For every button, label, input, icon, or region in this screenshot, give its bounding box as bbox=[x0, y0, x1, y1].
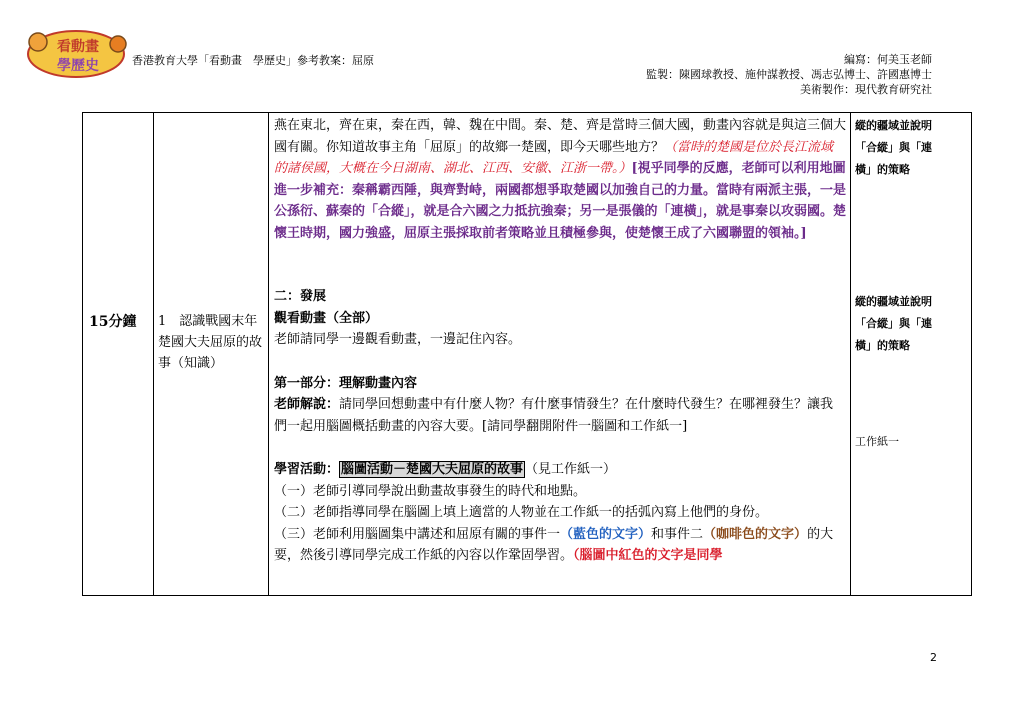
activity-label: 學習活動： bbox=[274, 462, 340, 477]
credit-author: 編寫：何美玉老師 bbox=[844, 53, 932, 66]
svg-text:學歷史: 學歷史 bbox=[57, 58, 99, 74]
step-3-blue: （藍色的文字） bbox=[560, 526, 652, 542]
step-3-text-b: 和事件二 bbox=[651, 526, 704, 542]
lesson-table bbox=[82, 112, 972, 596]
section-title: 二：發展 bbox=[274, 289, 327, 304]
header-title: 香港教育大學「看動畫 學歷史」參考教案：屈原 bbox=[132, 54, 374, 67]
explain-paragraph bbox=[274, 394, 846, 437]
strategy-line: 縱的疆域並說明 bbox=[855, 295, 932, 308]
worksheet-ref: 工作紙一 bbox=[855, 435, 899, 448]
explain-label: 老師解說： bbox=[274, 397, 340, 412]
logo-graphic bbox=[24, 28, 132, 80]
credit-art: 美術製作：現代教育研究社 bbox=[800, 83, 932, 96]
objective-cell: 1 認識戰國末年楚國大夫屈原的故事（知識） bbox=[154, 113, 269, 596]
activity-suffix: （見工作紙一） bbox=[525, 462, 617, 477]
strategy-line: 橫」的策略 bbox=[855, 163, 910, 176]
content-cell bbox=[269, 113, 851, 596]
intro-teacher-note: [視乎同學的反應，老師可以利用地圖進一步補充：秦稱霸西陲，與齊對峙，兩國都想爭取楚國以加強自己的力量。當時有兩派主張，一是公孫衍、蘇秦的「合縱」，就是合六國之力抵抗強秦；另一是張儀的「連橫」，就是事秦以攻弱國。楚懷王時期，國力強盛，屈原主張採取前者策略並且積極參與，使楚懷王成了六國聯盟的領袖。] bbox=[274, 161, 847, 241]
step-3-red: （腦圖中紅色的文字是同學 bbox=[573, 548, 723, 563]
intro-paragraph bbox=[274, 115, 846, 244]
strategy-line: 縱的疆域並說明 bbox=[855, 119, 932, 132]
strategy-cell bbox=[851, 113, 972, 596]
time-cell: 15分鐘 bbox=[83, 113, 154, 596]
step-3-brown: （咖啡色的文字） bbox=[703, 526, 808, 542]
activity-line bbox=[274, 459, 846, 481]
section-text: 老師請同學一邊觀看動畫，一邊記住內容。 bbox=[274, 332, 522, 347]
step-3-text-a: （三）老師利用腦圖集中講述和屈原有關的事件一 bbox=[274, 526, 561, 542]
svg-text:看動畫: 看動畫 bbox=[57, 39, 99, 55]
page-number: 2 bbox=[930, 651, 937, 664]
explain-text: 請同學回想動畫中有什麼人物？有什麼事情發生？在什麼時代發生？在哪裡發生？讓我們一起用腦圖概括動畫的內容大要。[請同學翻開附件一腦圖和工作紙一] bbox=[274, 397, 834, 434]
step-1: （一）老師引導同學說出動畫故事發生的時代和地點。 bbox=[274, 483, 587, 499]
intro-answer: （當時的楚國是位於長江流域的諸侯國，大概在今日湖南、湖北、江西、安徽、江浙一帶。） bbox=[274, 139, 834, 176]
step-3-text-c: 的大要，然後引導同學完成工作紙的內容以作鞏固學習。 bbox=[274, 526, 834, 563]
activity-title: 腦圖活動－楚國大夫屈原的故事 bbox=[341, 462, 524, 477]
strategy-line: 橫」的策略 bbox=[855, 339, 910, 352]
credit-supervisors: 監製：陳國球教授、施仲謀教授、馮志弘博士、許國惠博士 bbox=[646, 68, 932, 81]
step-3 bbox=[274, 524, 846, 567]
intro-text: 燕在東北，齊在東，秦在西，韓、魏在中間。秦、楚、齊是當時三個大國，動畫內容就是與這三個大國有關。你知道故事主角「屈原」的故鄉一楚國，即今天哪些地方？ bbox=[274, 118, 847, 155]
strategy-line: 「合縱」與「連 bbox=[855, 141, 932, 154]
table-row bbox=[83, 113, 972, 596]
strategy-line: 「合縱」與「連 bbox=[855, 317, 932, 330]
logo bbox=[24, 28, 132, 80]
part1-title: 第一部分：理解動畫內容 bbox=[274, 375, 418, 391]
header-credits bbox=[646, 52, 932, 97]
step-2: （二）老師指導同學在腦圖上填上適當的人物並在工作紙一的括弧內寫上他們的身份。 bbox=[274, 505, 769, 520]
section-subtitle: 觀看動畫（全部） bbox=[274, 310, 379, 326]
